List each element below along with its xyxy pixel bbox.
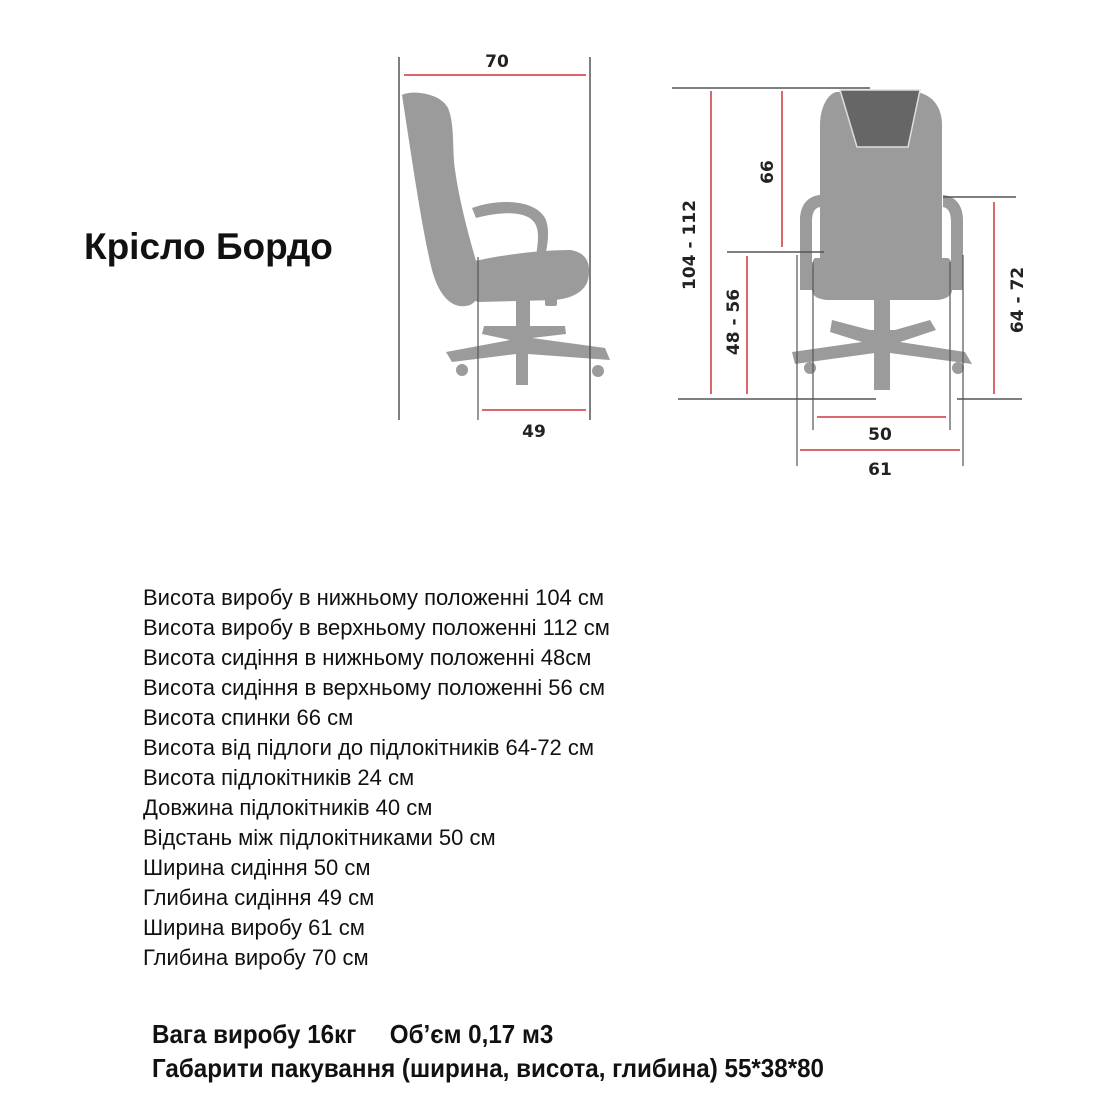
spec-item: Висота спинки 66 см [143,705,354,730]
footer-info [152,1017,824,1085]
dimension-diagram [0,0,1100,520]
product-title: Крісло Бордо [84,226,333,267]
spec-item: Довжина підлокітників 40 см [143,795,433,820]
spec-item: Висота від підлоги до підлокітників 64-72 см [143,735,595,760]
side-view [399,52,610,442]
width-label: 61 [868,460,892,480]
spec-item: Висота підлокітників 24 см [143,765,415,790]
depth-label: 70 [485,52,509,72]
spec-item: Глибина виробу 70 см [143,945,369,970]
spec-item: Відстань між підлокітниками 50 см [143,825,496,850]
seat-depth-label: 49 [522,422,546,442]
spec-item: Висота виробу в нижньому положенні 104 см [143,585,605,610]
back-height-label: 66 [758,160,778,184]
side-chair-silhouette [402,93,610,385]
spec-item: Ширина виробу 61 см [143,915,365,940]
footer-row-weight-volume [152,1017,824,1051]
front-view [672,88,1028,480]
armrest-height-label: 64 - 72 [1008,266,1028,334]
front-chair-silhouette [792,90,972,390]
seat-width-label: 50 [868,425,892,445]
weight-text: Вага виробу 16кг [152,1019,357,1049]
spec-item: Висота сидіння в нижньому положенні 48см [143,645,592,670]
packaging-text: Габарити пакування (ширина, висота, глибина) 55*38*80 [152,1053,825,1083]
spec-item: Висота виробу в верхньому положенні 112 см [143,615,610,640]
seat-height-label: 48 - 56 [724,288,744,356]
specifications-list [143,583,610,973]
height-label: 104 - 112 [680,200,700,290]
spec-item: Ширина сидіння 50 см [143,855,371,880]
spec-item: Глибина сидіння 49 см [143,885,375,910]
spec-item: Висота сидіння в верхньому положенні 56 см [143,675,605,700]
volume-text: Об’єм 0,17 м3 [389,1019,554,1049]
